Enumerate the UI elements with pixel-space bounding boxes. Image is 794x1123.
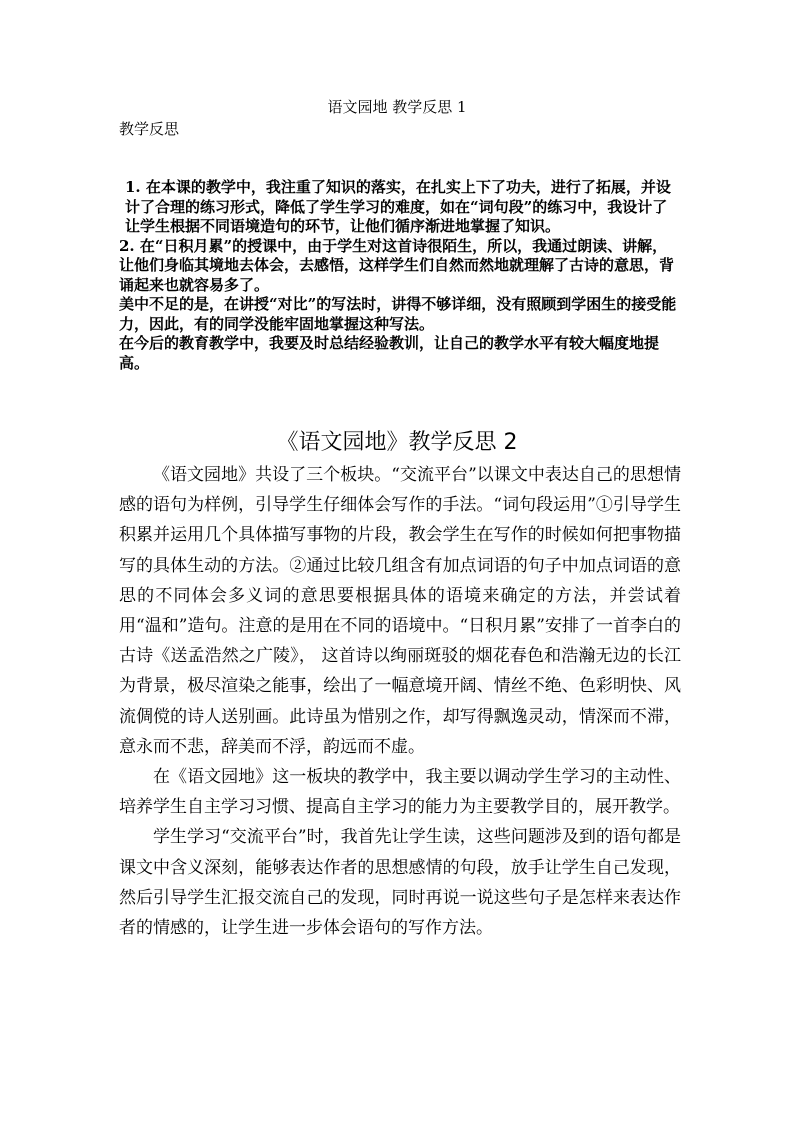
reflection-1-paragraph: 美中不足的是，在讲授“对比”的写法时，讲得不够详细，没有照顾到学困生的接受能力，因此，有的同学没能牢固地掌握这种写法。 bbox=[119, 295, 677, 333]
reflection-1-body bbox=[119, 178, 679, 373]
reflection-1-paragraph: 在今后的教育教学中，我要及时总结经验教训，让自己的教学水平有较大幅度地提高。 bbox=[119, 334, 660, 372]
reflection-1-paragraph: 2. 在“日积月累”的授课中，由于学生对这首诗很陌生，所以，我通过朗读、讲解，让他们身临其境地去体会，去感悟，这样学生们自然而然地就理解了古诗的意思，背诵起来也就容易多了。 bbox=[119, 236, 675, 294]
reflection-2-paragraph: 在《语文园地》这一板块的教学中，我主要以调动学生学习的主动性、培养学生自主学习习惯、提高自主学习的能力为主要教学目的，展开教学。 bbox=[119, 767, 681, 818]
reflection-2-body bbox=[119, 460, 681, 943]
document-title-2: 《语文园地》教学反思 2 bbox=[276, 430, 518, 455]
document-title-1: 语文园地 教学反思 1 bbox=[327, 98, 467, 116]
reflection-1-paragraph: 1. 在本课的教学中，我注重了知识的落实，在扎实上下了功夫，进行了拓展，并设计了合理的练习形式，降低了学生学习的难度，如在“词句段”的练习中，我设计了让学生根据不同语境造句的环节，让他们循序渐进地掌握了知识。 bbox=[125, 178, 671, 235]
reflection-2-paragraph: 学生学习“交流平台”时，我首先让学生读，这些问题涉及到的语句都是课文中含义深刻，能够表达作者的思想感情的句段，放手让学生自己发现，然后引导学生汇报交流自己的发现，同时再说一说这些句子是怎样来表达作者的情感的，让学生进一步体会语句的写作方法。 bbox=[119, 827, 681, 939]
section-heading-reflection: 教学反思 bbox=[119, 120, 180, 138]
reflection-2-paragraph: 《语文园地》共设了三个板块。“交流平台”以课文中表达自己的思想情感的语句为样例，引导学生仔细体会写作的手法。“词句段运用”①引导学生积累并运用几个具体描写事物的片段，教会学生在写作的时候如何把事物描写的具体生动的方法。②通过比较几组含有加点词语的句子中加点词语的意思的不同体会多义词的意思要根据具体的语境来确定的方法，并尝试着用“温和”造句。注意的是用在不同的语境中。“日积月累”安排了一首李白的古诗《送孟浩然之广陵》， 这首诗以绚丽斑驳的烟花春色和浩瀚无边的长江为背景，极尽渲染之能事，绘出了一幅意境开阔、情丝不绝、色彩明快、风流倜傥的诗人送别画。此诗虽为惜别之作，却写得飘逸灵动，情深而不滞，意永而不悲，辞美而不浮，韵远而不虚。 bbox=[119, 465, 681, 757]
